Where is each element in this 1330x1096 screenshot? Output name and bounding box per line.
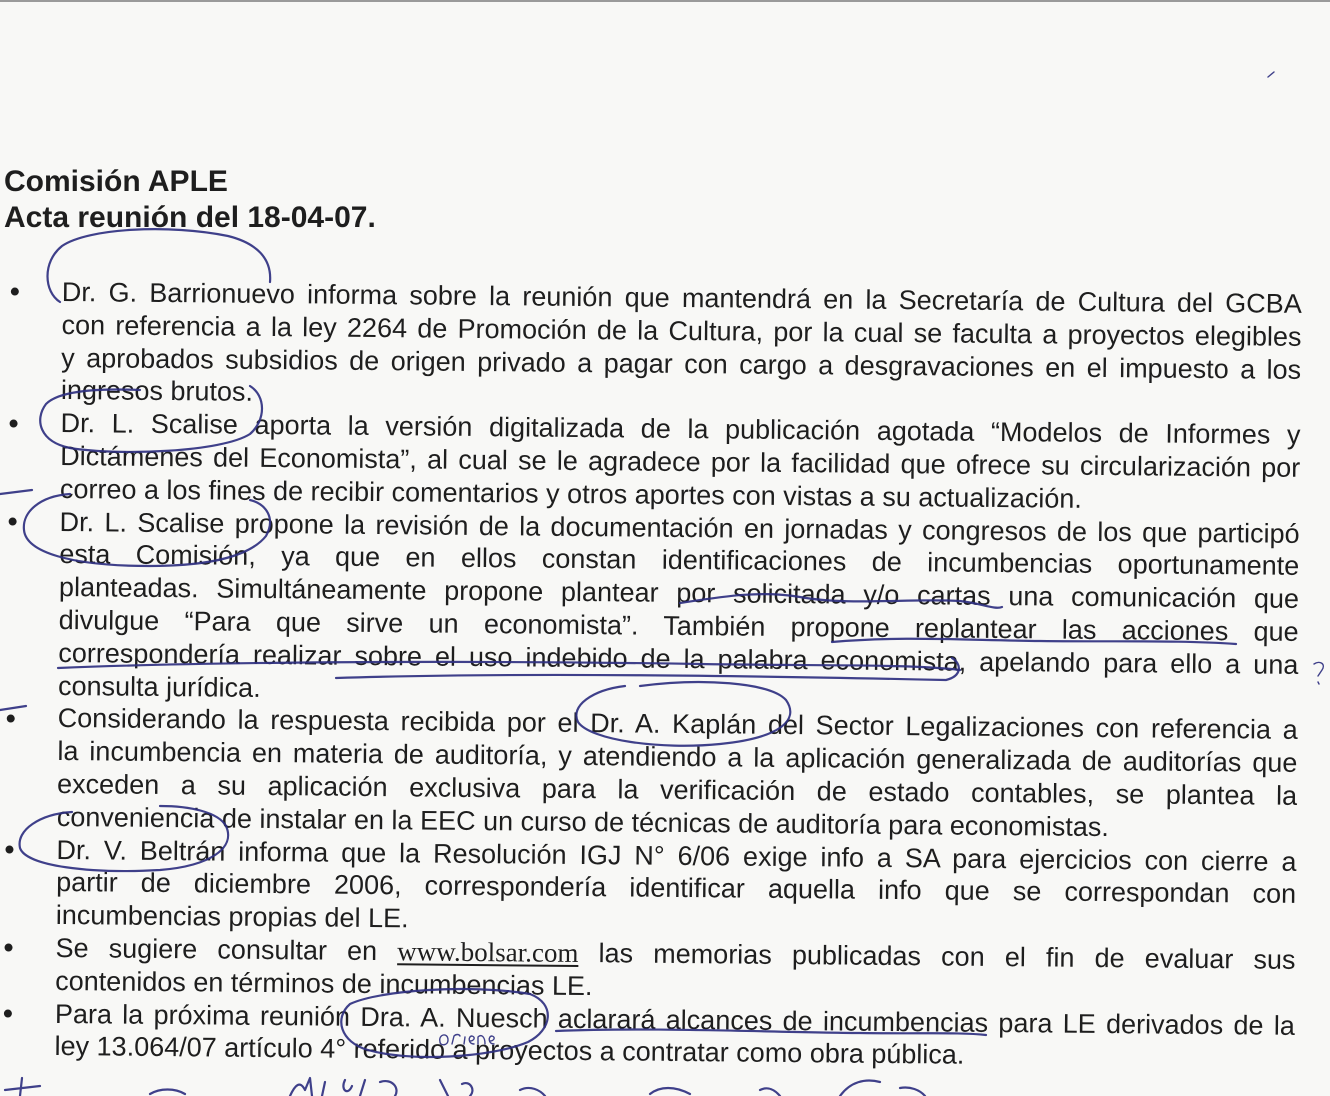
item-line: ley 13.064/07 artículo 4° referido a proyectos a contratar como obra pública.	[54, 1031, 965, 1071]
heading-minutes-date: Acta reunión del 18-04-07.	[4, 201, 376, 234]
minutes-list	[54, 276, 1301, 1075]
item-line-text: las memorias publicadas con el fin de evaluar sus	[598, 938, 1296, 975]
item-line: incumbencias propias del LE.	[55, 900, 409, 934]
item-line: planteadas. Simultáneamente propone plantear por solicitada y/o cartas una comunicación que	[58, 572, 1300, 615]
item-line: con referencia a la ley 2264 de Promoción de la Cultura, por la cual se faculta a proyectos elegibles	[61, 309, 1302, 352]
handwritten-bottom-scribbles	[5, 1078, 925, 1096]
item-line: Dr. L. Scalise propone la revisión de la documentación en jornadas y congresos de los que participó	[59, 506, 1300, 549]
list-item	[57, 702, 1298, 845]
heading-commission: Comisión APLE	[4, 165, 228, 198]
handwritten-dash-mark	[0, 490, 32, 494]
item-line: consulta jurídica.	[57, 670, 261, 703]
bullet	[5, 944, 13, 952]
item-line: Dr. V. Beltrán informa que la Resolución IGJ N° 6/06 exige info a SA para ejercicios con cierre a	[56, 834, 1297, 877]
list-item	[54, 997, 1295, 1074]
item-line: la incumbencia en materia de auditoría, y atendiendo a la aplicación generalizada de auditorías que	[57, 736, 1298, 779]
list-item	[60, 407, 1301, 517]
item-line: ingresos brutos.	[60, 375, 254, 408]
scan-top-edge	[0, 0, 1330, 2]
item-line: Dr. L. Scalise aporta la versión digitalizada de la publicación agotada “Modelos de Informes y	[60, 408, 1301, 451]
item-line: partir de diciembre 2006, correspondería identificar aquella info que se correspondan con	[56, 867, 1297, 910]
item-line: conveniencia de instalar en la EEC un curso de técnicas de auditoría para economistas.	[56, 801, 1110, 842]
bullet	[5, 845, 13, 853]
item-line: correo a los fines de recibir comentarios y otros aportes con vistas a su actualización.	[59, 473, 1083, 514]
bullet	[10, 419, 18, 427]
bullet	[9, 517, 17, 525]
list-item	[58, 506, 1300, 715]
handwritten-dash-mark	[0, 706, 26, 710]
item-line: Dictámenes del Economista”, al cual se le agradece por la facilidad que ofrece su circularización por	[60, 440, 1301, 483]
bullet	[7, 714, 15, 722]
document-heading	[4, 164, 376, 236]
item-line: Dr. G. Barrionuevo informa sobre la reunión que mantendrá en la Secretaría de Cultura del GCBA	[61, 276, 1302, 319]
item-line: Para la próxima reunión Dra. A. Nuesch aclarará alcances de incumbencias para LE derivados de la	[54, 998, 1296, 1041]
list-item	[55, 932, 1296, 1009]
item-line: divulgue “Para que sirve un economista”. También propone replantear las acciones que	[58, 604, 1299, 647]
list-item	[56, 834, 1297, 944]
item-line: contenidos en términos de incumbencias LE.	[55, 965, 593, 1001]
bullet	[4, 1009, 12, 1017]
list-item	[61, 276, 1302, 419]
item-line: correspondería realizar sobre el uso indebido de la palabra economista, apelando para ello a una	[58, 637, 1299, 680]
bullet	[11, 288, 19, 296]
item-line: esta Comisión, ya que en ellos constan identificaciones de incumbencias oportunamente	[59, 539, 1300, 582]
bolsar-link: www.bolsar.com	[397, 936, 579, 968]
item-line: exceden a su aplicación exclusiva para la verificación de estado contables, se plantea la	[56, 768, 1298, 811]
item-line: y aprobados subsidios de origen privado a pagar con cargo a desgravaciones en el impuesto a los	[61, 342, 1302, 385]
item-line-text: Se sugiere consultar en	[55, 932, 378, 966]
item-line: Considerando la respuesta recibida por el Dr. A. Kaplán del Sector Legalizaciones con referencia a	[57, 703, 1298, 746]
